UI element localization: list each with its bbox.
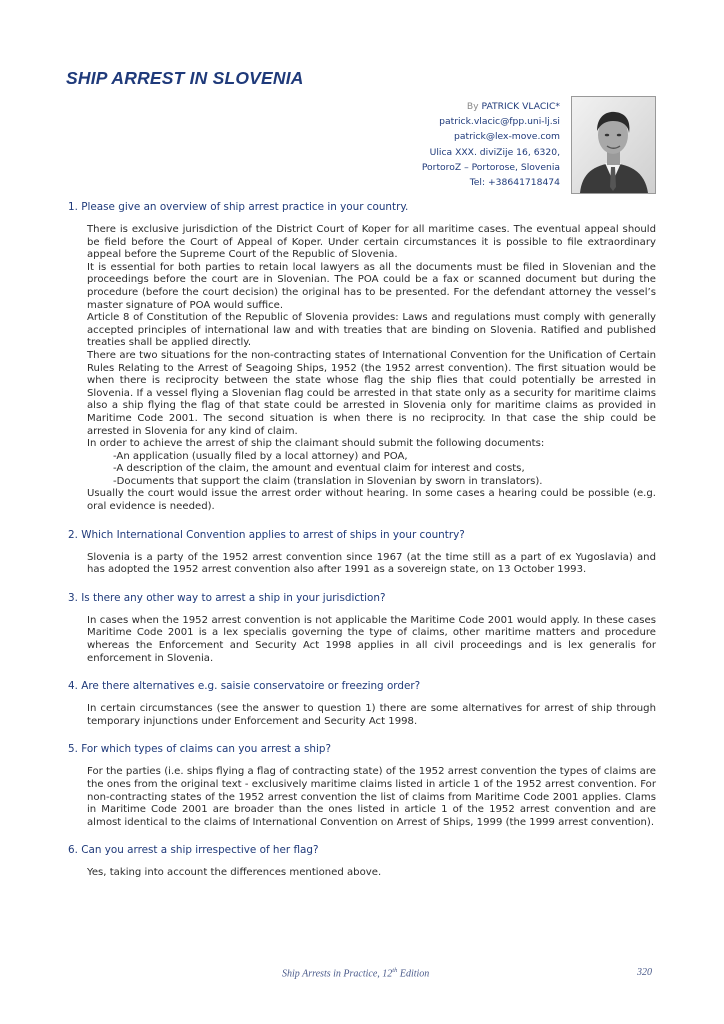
section-3-paragraph-1: In cases when the 1952 arrest convention is not applicable the Maritime Code 2001 would apply. In these cases Maritime Code 2001 is a lex specialis governing the type of claims, other maritime matters and procedure whereas the Enforcement and Security Act 1998 applies in all civil proceedings and is lex generalis for enforcement in Slovenia. [87,614,656,664]
section-2-answer [87,552,656,577]
section-1-question: 1. Please give an overview of ship arrest practice in your country. [68,201,409,213]
section-5-question: 5. For which types of claims can you arrest a ship? [68,743,331,756]
author-city: PortoroZ – Portorose, Slovenia [421,161,560,173]
section-6-paragraph-1: Yes, taking into account the differences mentioned above. [87,867,382,879]
section-1 [68,200,656,514]
section-6-answer [87,867,656,880]
section-5-answer [87,766,656,829]
section-4-answer [87,703,656,728]
section-2-question: 2. Which International Convention applies to arrest of ships in your country? [68,528,465,541]
page-title: SHIP ARREST IN SLOVENIA [66,68,304,88]
section-1-paragraph-3: Article 8 of Constitution of the Republic of Slovenia provides: Laws and regulations must comply with generally accepted principles of international law and with treaties that are binding on Slovenia. Ratified and published treaties shall be applied directly. [87,312,656,349]
section-1-paragraph-5: In order to achieve the arrest of ship the claimant should submit the following documents: [87,438,545,450]
list-item: -Documents that support the claim (translation in Slovenian by sworn in translators). [113,475,543,487]
section-1-closing-paragraph: Usually the court would issue the arrest order without hearing. In some cases a hearing could be possible (e.g. oral evidence is needed). [87,488,656,513]
author-email-1[interactable]: patrick.vlacic@fpp.uni-lj.si [439,116,560,128]
author-telephone: Tel: +38641718474 [469,177,560,189]
page-number: 320 [637,967,652,978]
footer-edition-text: Edition [397,968,430,980]
section-6-question: 6. Can you arrest a ship irrespective of her flag? [68,844,319,857]
author-address: Ulica XXX. diviZije 16, 6320, [429,146,560,158]
section-3-answer [87,615,656,665]
section-5 [68,742,656,829]
section-2 [68,528,656,577]
author-block [300,99,560,190]
author-portrait-image [572,97,655,193]
section-1-paragraph-4: There are two situations for the non-contracting states of International Convention for the Unification of Certain Rules Relating to the Arrest of Seagoing Ships, 1952 (the 1952 arrest convention). The first situation would be when there is reciprocity between the state whose flag the ship flies that could potentially be arrested in Slovenia. If a vessel flying a Slovenian flag could be arrested in that state only as a security for maritime claims also a ship flying the flag of that state could be arrested in Slovenia only for maritime claims as provided in Maritime Code 2001. The second situation is when there is no reciprocity. In that case the ship could be arrested in Slovenia for any kind of claim. [87,349,656,437]
list-item: -A description of the claim, the amount and eventual claim for interest and costs, [113,463,525,475]
section-3 [68,591,656,665]
footer-publication-title [282,967,429,979]
section-6 [68,843,656,880]
author-name: PATRICK VLACIC* [481,101,560,112]
section-1-paragraph-1: There is exclusive jurisdiction of the District Court of Koper for all maritime cases. The eventual appeal should be field before the Court of Appeal of Koper. Under certain circumstances it is possible to file extraordinary appeal before the Supreme Court of the Republic of Slovenia. [87,224,656,261]
article-body [68,195,656,880]
required-documents-list [87,451,656,489]
author-name-line [300,99,560,114]
section-5-paragraph-1: For the parties (i.e. ships flying a flag of contracting state) of the 1952 arrest convention the types of claims are the ones from the original text - exclusively maritime claims listed in article 1 of the 1952 arrest convention. For non-contracting states of the 1952 arrest convention the list of claims from Maritime Code 2001 applies. Clams in Maritime Code 2001 are broader than the ones listed in article 1 of the 1952 arrest convention and are almost identical to the claims of International Convention on Arrest of Ships, 1999 (the 1999 arrest convention). [87,766,656,828]
author-by-prefix: By [466,101,482,112]
section-1-paragraph-2: It is essential for both parties to retain local lawyers as all the documents must be filed in Slovenian and the proceedings before the court are in Slovenian. The POA could be a fax or scanned document but during the procedure (before the court decision) the original has to be presented. For the defendant attorney the vessel’s master signature of POA would suffice. [87,261,656,311]
list-item: -An application (usually filed by a local attorney) and POA, [113,450,408,462]
section-4-paragraph-1: In certain circumstances (see the answer to question 1) there are some alternatives for arrest of ship through temporary injunctions under Enforcement and Security Act 1998. [87,703,656,727]
footer-edition-suffix: th [392,967,398,974]
section-1-answer [87,224,656,514]
footer-title-text: Ship Arrests in Practice, 12 [282,968,393,980]
section-4-question: 4. Are there alternatives e.g. saisie conservatoire or freezing order? [68,680,421,693]
section-2-paragraph-1: Slovenia is a party of the 1952 arrest convention since 1967 (at the time still as a part of ex Yugoslavia) and has adopted the 1952 arrest convention also after 1991 as a sovereign state, on 13 October 1993. [87,551,656,576]
section-3-question: 3. Is there any other way to arrest a ship in your jurisdiction? [68,591,386,604]
section-4 [68,679,656,728]
author-email-2[interactable]: patrick@lex-move.com [454,131,560,143]
author-photo [571,96,656,194]
